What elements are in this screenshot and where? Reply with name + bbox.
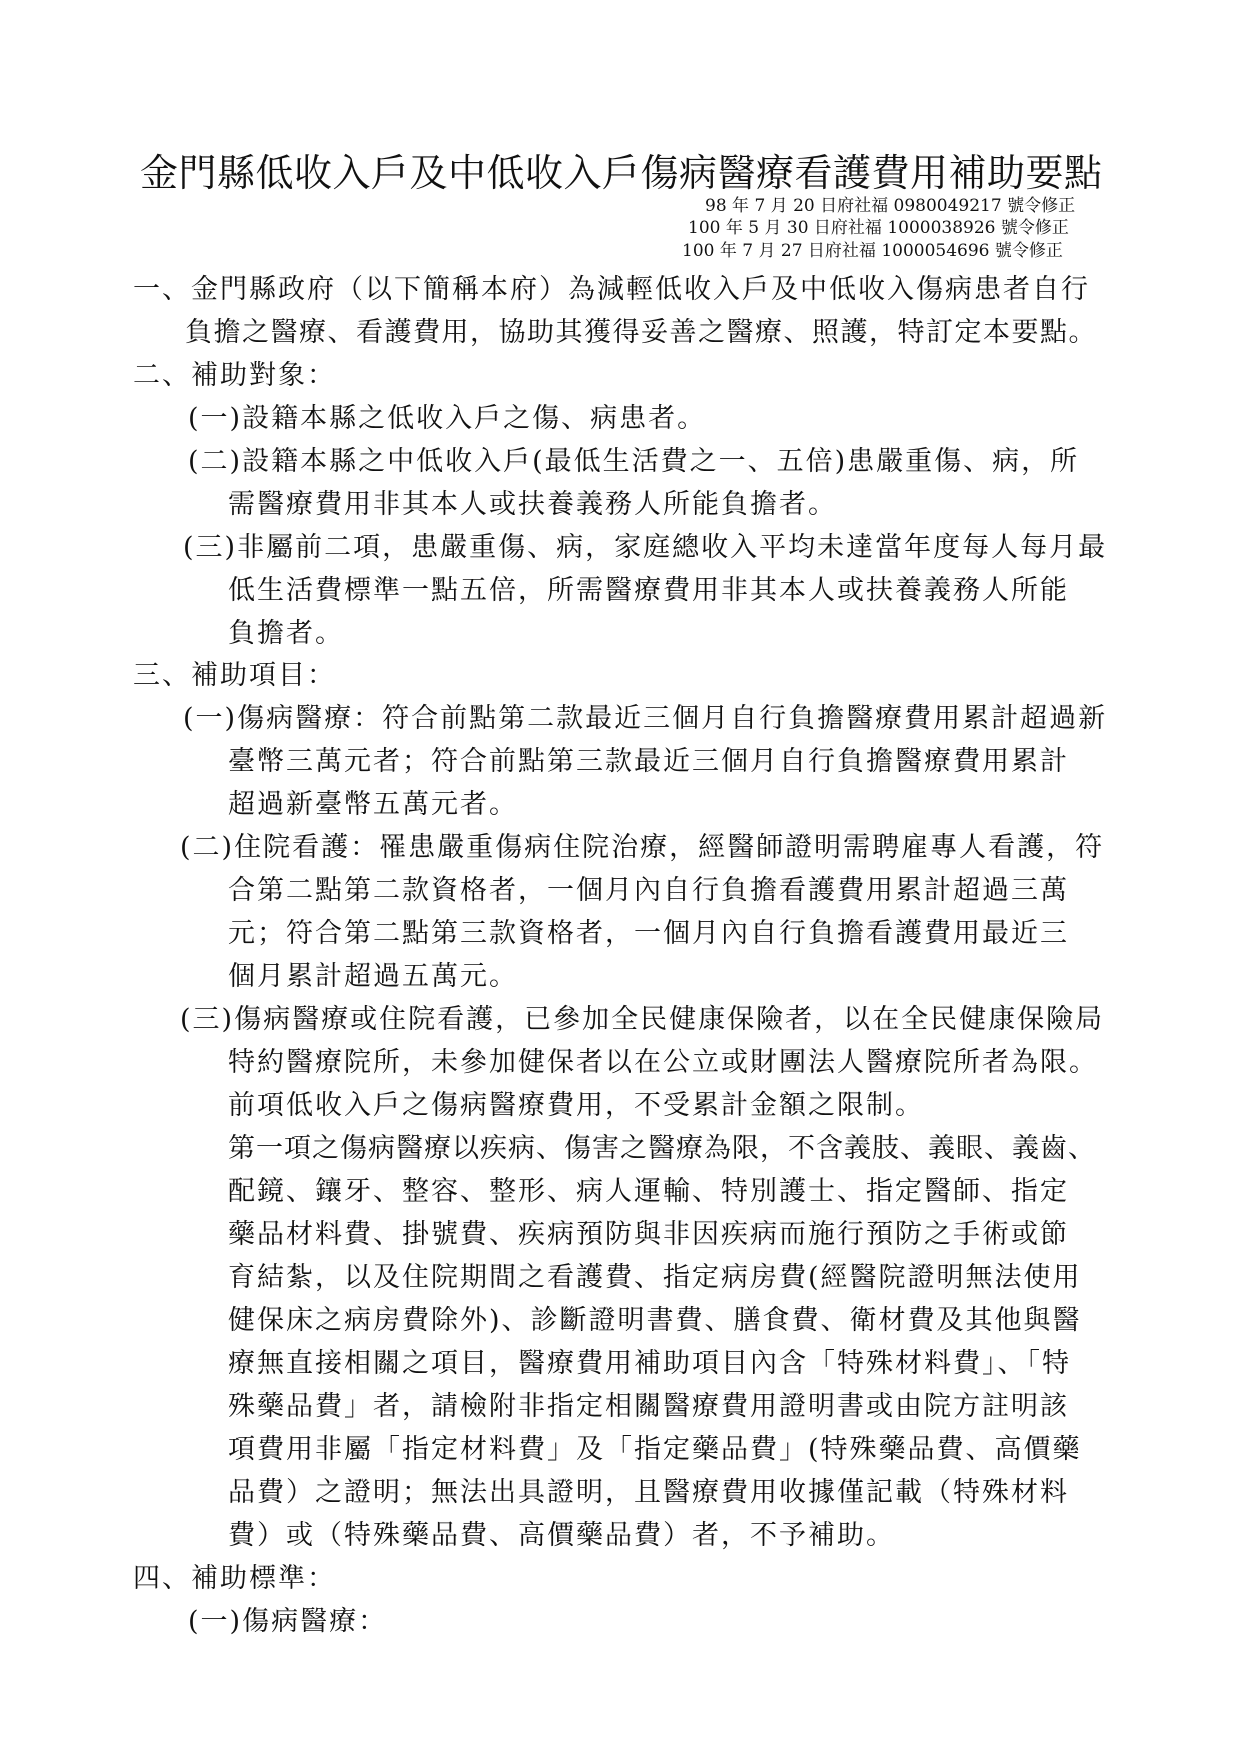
section-3-paragraph-3-line-2: 配鏡、鑲牙、整容、整形、病人運輸、特別護士、指定醫師、指定 (228, 1176, 1069, 1207)
section-3-item-2-line-2: 合第二點第二款資格者，一個月內自行負擔看護費用累計超過三萬 (228, 875, 1069, 906)
section-1-line-1: 一、金門縣政府（以下簡稱本府）為減輕低收入戶及中低收入傷病患者自行 (133, 274, 1090, 305)
section-2-item-2-line-2: 需醫療費用非其本人或扶養義務人所能負擔者。 (228, 489, 837, 520)
amendment-note-2: 100 年 5 月 30 日府社福 1000038926 號令修正 (688, 218, 1069, 238)
section-3-item-1-line-3: 超過新臺幣五萬元者。 (228, 789, 518, 820)
section-4-item-1: (一)傷病醫療： (188, 1606, 388, 1637)
section-4-heading: 四、補助標準： (133, 1563, 336, 1594)
section-2-item-1: (一)設籍本縣之低收入戶之傷、病患者。 (188, 403, 707, 434)
section-3-item-1-line-1: (一)傷病醫療：符合前點第二款最近三個月自行負擔醫療費用累計超過新 (183, 703, 1108, 734)
section-3-item-3-line-2: 特約醫療院所，未參加健保者以在公立或財團法人醫療院所者為限。 (228, 1047, 1098, 1078)
section-3-paragraph-3-line-9: 品費）之證明；無法出具證明，且醫療費用收據僅記載（特殊材料 (228, 1477, 1069, 1508)
section-3-paragraph-3-line-3: 藥品材料費、掛號費、疾病預防與非因疾病而施行預防之手術或節 (228, 1219, 1069, 1250)
section-3-paragraph-2: 前項低收入戶之傷病醫療費用，不受累計金額之限制。 (228, 1090, 924, 1121)
section-3-paragraph-3-line-4: 育結紮，以及住院期間之看護費、指定病房費(經醫院證明無法使用 (228, 1262, 1082, 1293)
document-title: 金門縣低收入戶及中低收入戶傷病醫療看護費用補助要點 (140, 151, 1103, 195)
section-3-item-1-line-2: 臺幣三萬元者；符合前點第三款最近三個月自行負擔醫療費用累計 (228, 746, 1069, 777)
section-3-heading: 三、補助項目： (133, 660, 336, 691)
section-3-item-2-line-3: 元；符合第二點第三款資格者，一個月內自行負擔看護費用最近三 (228, 918, 1069, 949)
section-2-item-3-line-2: 低生活費標準一點五倍，所需醫療費用非其本人或扶養義務人所能 (228, 575, 1069, 606)
section-2-item-3-line-3: 負擔者。 (228, 618, 344, 649)
section-3-paragraph-3-line-5: 健保床之病房費除外)、診斷證明書費、膳食費、衛材費及其他與醫 (228, 1305, 1082, 1336)
section-3-item-3-line-1: (三)傷病醫療或住院看護，已參加全民健康保險者，以在全民健康保險局 (180, 1004, 1105, 1035)
section-3-item-2-line-1: (二)住院看護：罹患嚴重傷病住院治療，經醫師證明需聘雇專人看護，符 (180, 832, 1105, 863)
amendment-note-1: 98 年 7 月 20 日府社福 0980049217 號令修正 (705, 196, 1076, 216)
section-3-paragraph-3-line-10: 費）或（特殊藥品費、高價藥品費）者，不予補助。 (228, 1520, 895, 1551)
section-3-item-2-line-4: 個月累計超過五萬元。 (228, 961, 518, 992)
section-2-item-3-line-1: (三)非屬前二項，患嚴重傷、病，家庭總收入平均未達當年度每人每月最 (183, 532, 1108, 563)
section-2-heading: 二、補助對象： (133, 360, 336, 391)
amendment-note-3: 100 年 7 月 27 日府社福 1000054696 號令修正 (682, 241, 1063, 261)
section-3-paragraph-3-line-6: 療無直接相關之項目，醫療費用補助項目內含「特殊材料費」、「特 (228, 1348, 1071, 1379)
section-1-line-2: 負擔之醫療、看護費用，協助其獲得妥善之醫療、照護，特訂定本要點。 (185, 317, 1097, 348)
section-3-paragraph-3-line-7: 殊藥品費」者，請檢附非指定相關醫療費用證明書或由院方註明該 (228, 1391, 1069, 1422)
section-2-item-2-line-1: (二)設籍本縣之中低收入戶(最低生活費之一、五倍)患嚴重傷、病，所 (188, 446, 1080, 477)
section-3-paragraph-3-line-1: 第一項之傷病醫療以疾病、傷害之醫療為限，不含義肢、義眼、義齒、 (228, 1133, 1096, 1164)
section-3-paragraph-3-line-8: 項費用非屬「指定材料費」及「指定藥品費」(特殊藥品費、高價藥 (228, 1434, 1082, 1465)
